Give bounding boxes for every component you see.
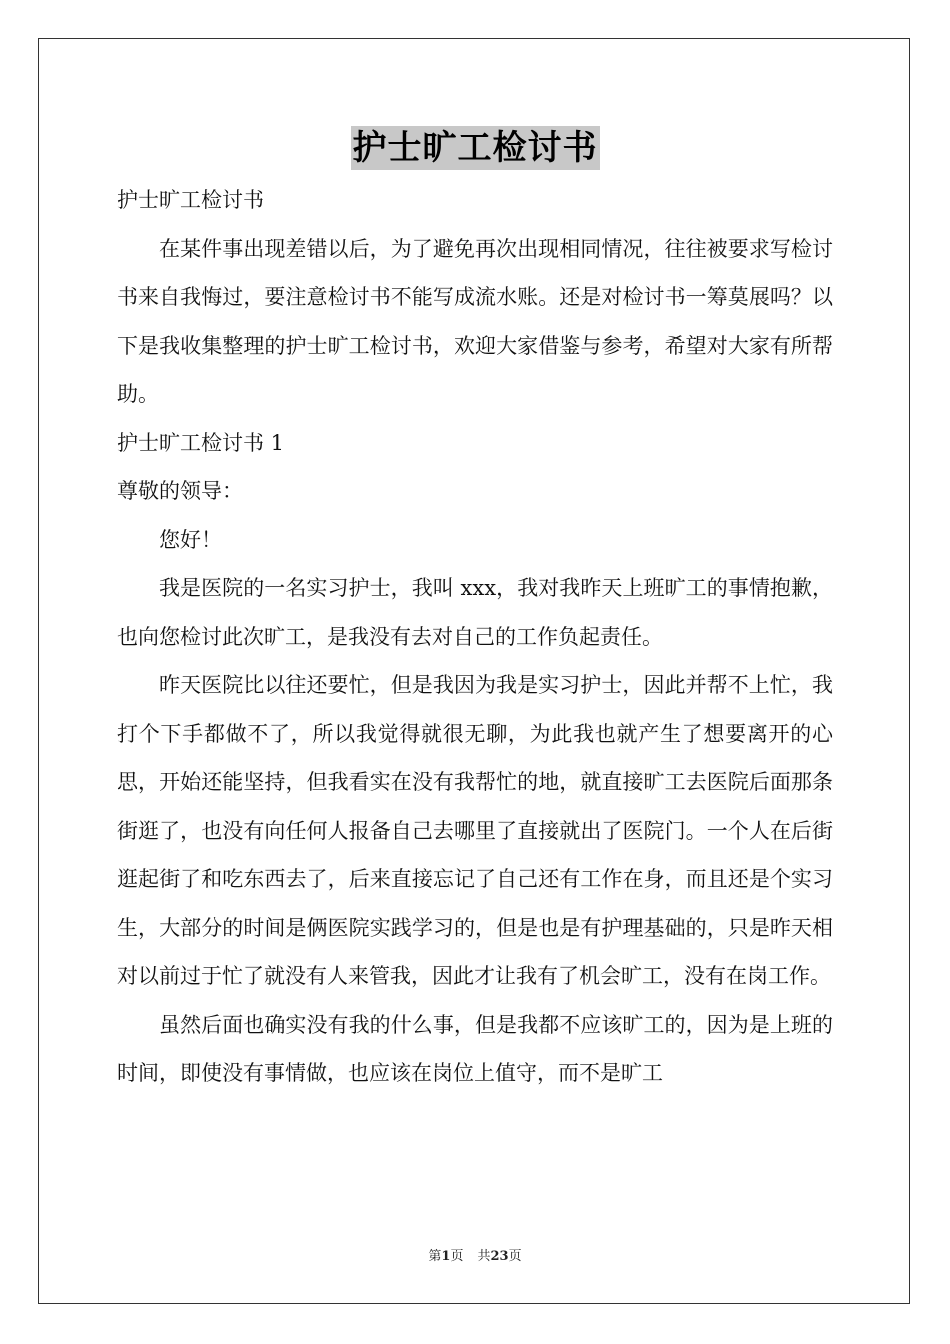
body-paragraph: 虽然后面也确实没有我的什么事，但是我都不应该旷工的，因为是上班的时间，即使没有事情做，也应该在岗位上值守，而不是旷工	[117, 1012, 833, 1085]
greeting: 您好！	[159, 527, 222, 552]
section-heading: 护士旷工检讨书 1	[117, 430, 285, 455]
salutation: 尊敬的领导：	[117, 479, 243, 503]
page-suffix: 页	[450, 1249, 464, 1264]
title-area	[0, 126, 950, 170]
page-footer	[0, 1248, 950, 1266]
body-paragraph: 我是医院的一名实习护士，我叫 xxx，我对我昨天上班旷工的事情抱歉，也向您检讨此次旷工，是我没有去对自己的工作负起责任。	[117, 576, 833, 649]
document-title: 护士旷工检讨书	[352, 128, 598, 168]
body-paragraph: 昨天医院比以往还要忙，但是我因为我是实习护士，因此并帮不上忙，我打个下手都做不了，所以我觉得就很无聊，为此我也就产生了想要离开的心思，开始还能坚持，但我看实在没有我帮忙的地，就直接旷工去医院后面那条街逛了，也没有向任何人报备自己去哪里了直接就出了医院门。一个人在后街逛起街了和吃东西去了，后来直接忘记了自己还有工作在身，而且还是个实习生，大部分的时间是俩医院实践学习的，但是也是有护理基础的，只是昨天相对以前过于忙了就没有人来管我，因此才让我有了机会旷工，没有在岗工作。	[117, 673, 833, 988]
intro-paragraph: 在某件事出现差错以后，为了避免再次出现相同情况，往往被要求写检讨书来自我悔过，要注意检讨书不能写成流水账。还是对检讨书一筹莫展吗？以下是我收集整理的护士旷工检讨书，欢迎大家借鉴与参考，希望对大家有所帮助。	[117, 236, 833, 406]
total-page-count: 23	[490, 1249, 509, 1264]
total-prefix: 共	[477, 1249, 491, 1264]
current-page-number: 1	[441, 1249, 451, 1264]
document-body	[117, 176, 833, 1098]
total-suffix: 页	[508, 1249, 522, 1264]
subtitle-line: 护士旷工检讨书	[117, 188, 264, 212]
page-prefix: 第	[428, 1249, 442, 1264]
